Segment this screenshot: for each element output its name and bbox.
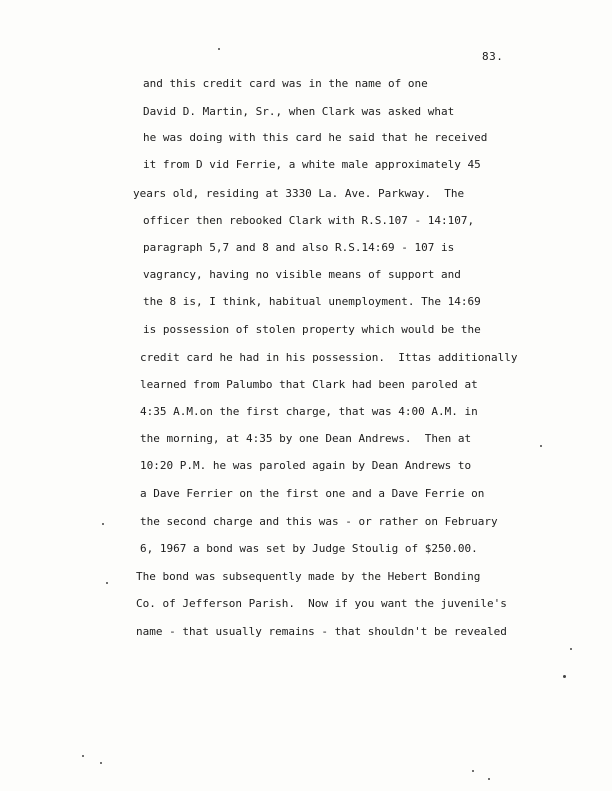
text-line-8: vagrancy, having no visible means of support and (143, 268, 461, 281)
text-line-4: it from D vid Ferrie, a white male approximately 45 (143, 158, 481, 171)
text-line-10: is possession of stolen property which would be the (143, 323, 481, 336)
text-line-15: 10:20 P.M. he was paroled again by Dean Andrews to (140, 459, 472, 472)
scan-speck (488, 778, 490, 780)
scan-speck (102, 523, 104, 525)
text-line-1: and this credit card was in the name of one (143, 77, 428, 90)
text-line-6: officer then rebooked Clark with R.S.107 - 14:107, (143, 214, 475, 227)
text-line-18: 6, 1967 a bond was set by Judge Stoulig of $250.00. (140, 542, 478, 555)
text-line-20: Co. of Jefferson Parish. Now if you want the juvenile's (136, 597, 507, 610)
scan-speck (218, 48, 220, 50)
text-line-16: a Dave Ferrier on the first one and a Dave Ferrie on (140, 487, 485, 500)
text-line-17: the second charge and this was - or rather on February (140, 515, 498, 528)
scan-speck (563, 675, 566, 678)
text-line-21: name - that usually remains - that shouldn't be revealed (136, 625, 507, 638)
scan-speck (82, 755, 84, 757)
text-line-11: credit card he had in his possession. Ittas additionally (140, 351, 518, 364)
text-line-14: the morning, at 4:35 by one Dean Andrews. Then at (140, 432, 472, 445)
scan-speck (472, 770, 474, 772)
text-line-19: The bond was subsequently made by the Hebert Bonding (136, 570, 481, 583)
text-line-5: years old, residing at 3330 La. Ave. Parkway. The (133, 187, 465, 200)
scan-speck (106, 582, 108, 584)
text-line-2: David D. Martin, Sr., when Clark was asked what (143, 105, 455, 118)
scan-speck (570, 648, 572, 650)
text-line-3: he was doing with this card he said that he received (143, 131, 488, 144)
text-line-12: learned from Palumbo that Clark had been paroled at (140, 378, 478, 391)
text-line-7: paragraph 5,7 and 8 and also R.S.14:69 - 107 is (143, 241, 455, 254)
text-line-9: the 8 is, I think, habitual unemployment. The 14:69 (143, 295, 481, 308)
page-number: 83. (482, 50, 504, 63)
text-line-13: 4:35 A.M.on the first charge, that was 4:00 A.M. in (140, 405, 478, 418)
scan-speck (100, 762, 102, 764)
scan-speck (540, 445, 542, 447)
